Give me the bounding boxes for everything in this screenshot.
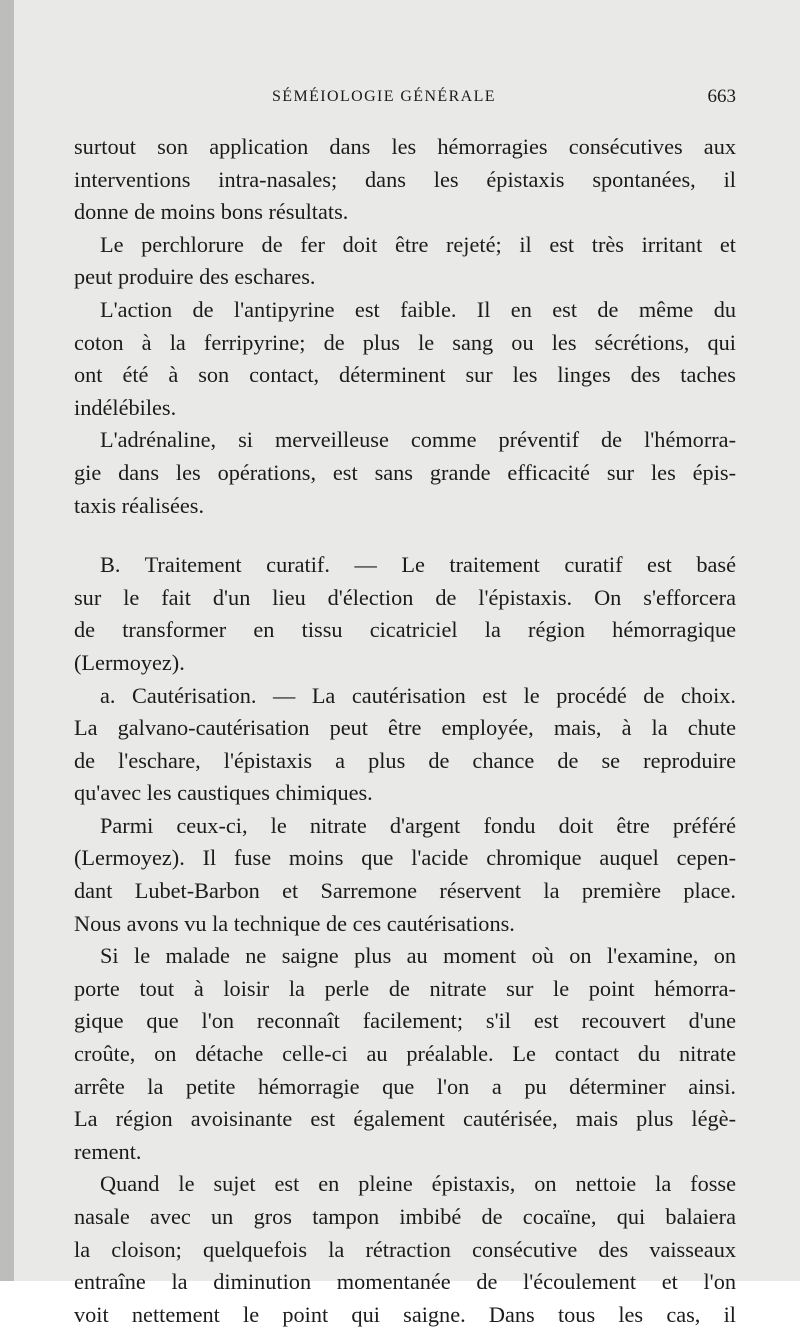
page-number: 663 [707, 86, 736, 107]
page-header [74, 88, 736, 112]
text-line: coton à la ferripyrine; de plus le sang ou les sécrétions, qui [74, 329, 736, 355]
text-line: L'action de l'antipyrine est faible. Il en est de même du [100, 296, 736, 322]
text-line: dant Lubet-Barbon et Sarremone réservent la première place. [74, 878, 736, 904]
text-line: nasale avec un gros tampon imbibé de cocaïne, qui balaiera [74, 1204, 736, 1229]
text-line: Parmi ceux-ci, le nitrate d'argent fondu doit être préféré [100, 812, 736, 838]
text-line: Si le malade ne saigne plus au moment où on l'examine, on [100, 943, 736, 969]
text-line: taxis réalisées. [74, 492, 205, 518]
text-line: de l'eschare, l'épistaxis a plus de chance de se reproduire [74, 747, 736, 773]
text-line: peut produire des eschares. [74, 264, 316, 290]
text-line: La galvano-cautérisation peut être employée, mais, à la chute [74, 715, 736, 741]
text-line: Le perchlorure de fer doit être rejeté; il est très irritant et [100, 231, 736, 257]
text-line: voit nettement le point qui saigne. Dans tous les cas, il [74, 1301, 736, 1327]
text-line: surtout son application dans les hémorragies consécutives aux [74, 134, 736, 159]
text-line: Quand le sujet est en pleine épistaxis, on nettoie la fosse [100, 1171, 736, 1197]
text-line: qu'avec les caustiques chimiques. [74, 780, 373, 806]
text-line: porte tout à loisir la perle de nitrate sur le point hémorra- [74, 975, 736, 1001]
text-line: donne de moins bons résultats. [74, 199, 349, 225]
text-line: gie dans les opérations, est sans grande efficacité sur les épis- [74, 459, 736, 485]
text-line: Nous avons vu la technique de ces cautérisations. [74, 910, 515, 936]
text-line: sur le fait d'un lieu d'élection de l'épistaxis. On s'efforcera [74, 584, 736, 610]
text-line: rement. [74, 1138, 142, 1164]
text-line: La région avoisinante est également cautérisée, mais plus légè- [74, 1106, 736, 1132]
text-line: (Lermoyez). Il fuse moins que l'acide chromique auquel cepen- [74, 845, 736, 871]
text-line: ont été à son contact, déterminent sur les linges des taches [74, 362, 736, 388]
text-line: gique que l'on reconnaît facilement; s'il est recouvert d'une [74, 1008, 736, 1034]
text-line: indélébiles. [74, 394, 177, 420]
text-line: de transformer en tissu cicatriciel la région hémorragique [74, 617, 736, 643]
body-text [74, 131, 736, 1331]
text-line: la cloison; quelquefois la rétraction consécutive des vaisseaux [74, 1236, 736, 1262]
section-heading-line: B. Traitement curatif. — Le traitement curatif est basé [100, 552, 736, 578]
text-line: (Lermoyez). [74, 649, 185, 675]
text-line: interventions intra-nasales; dans les épistaxis spontanées, il [74, 166, 736, 192]
text-line: croûte, on détache celle-ci au préalable. Le contact du nitrate [74, 1041, 736, 1067]
section-gap [74, 522, 736, 549]
text-line: arrête la petite hémorragie que l'on a pu déterminer ainsi. [74, 1073, 736, 1099]
text-line: L'adrénaline, si merveilleuse comme préventif de l'hémorra- [100, 427, 736, 453]
subsection-heading-line: a. Cautérisation. — La cautérisation est le procédé de choix. [100, 682, 736, 708]
page-edge-shadow [0, 0, 14, 1281]
running-title: SÉMÉIOLOGIE GÉNÉRALE [272, 88, 496, 105]
text-line: entraîne la diminution momentanée de l'écoulement et l'on [74, 1269, 736, 1295]
